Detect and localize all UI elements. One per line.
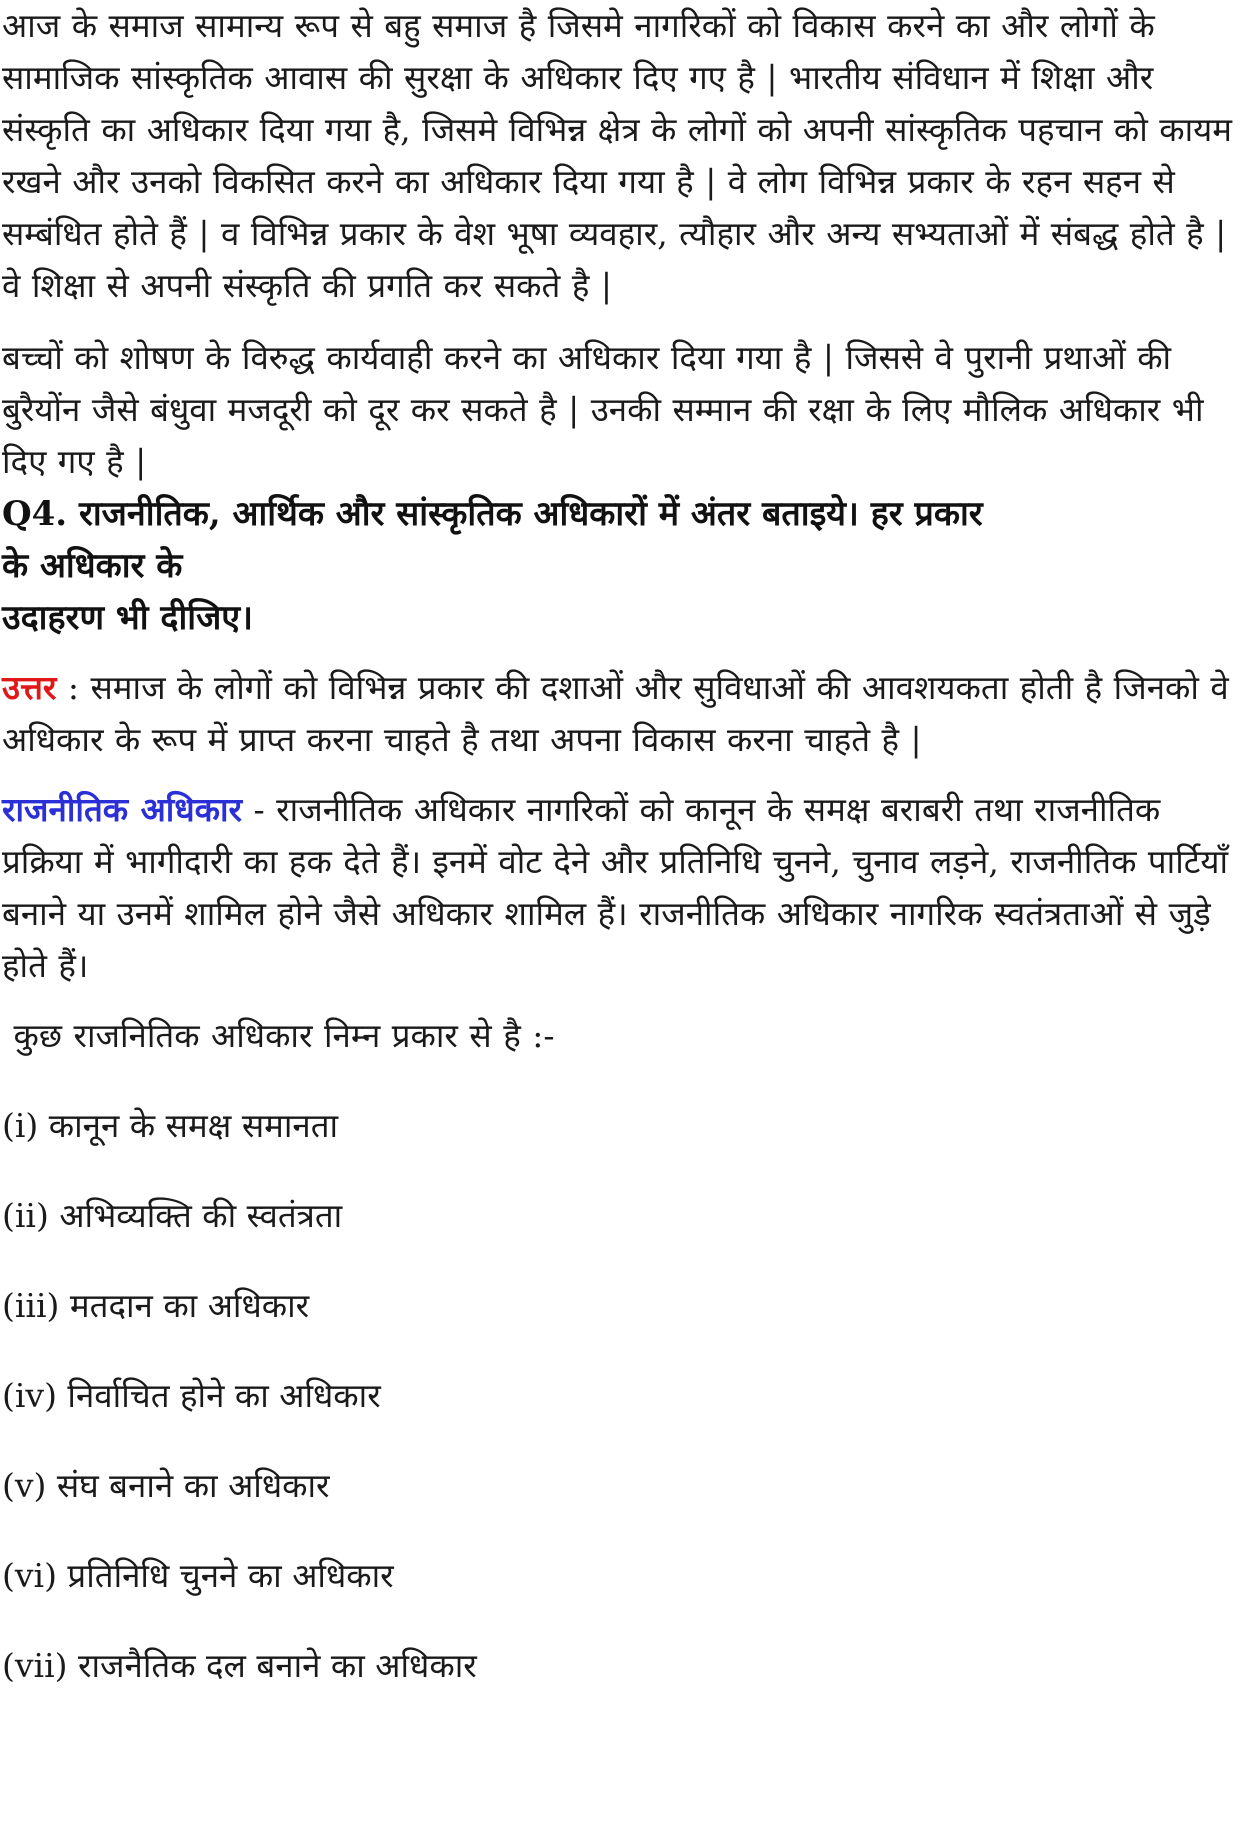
answer-text: : समाज के लोगों को विभिन्न प्रकार की दशाओं और सुविधाओं की आवशयकता होती है जिनको वे अधिकार के रूप में प्राप्त करना चाहते है तथा अपना विकास करना चाहते है | [2,668,1229,759]
political-rights-paragraph [2,784,1247,992]
list-item: (vi) प्रतिनिधि चुनने का अधिकार [2,1556,394,1595]
list-item: (iv) निर्वाचित होने का अधिकार [2,1376,381,1415]
list-item: (v) संघ बनाने का अधिकार [2,1466,330,1505]
paragraph-cultural-rights: आज के समाज सामान्य रूप से बहु समाज है जिसमे नागरिकों को विकास करने का और लोगों के सामाजिक सांस्कृतिक आवास की सुरक्षा के अधिकार दिए गए है | भारतीय संविधान में शिक्षा और संस्कृति का अधिकार दिया गया है, जिसमे विभिन्न क्षेत्र के लोगों को अपनी सांस्कृतिक पहचान को कायम रखने और उनको विकसित करने का अधिकार दिया गया है | वे लोग विभिन्न प्रकार के रहन सहन से सम्बंधित होते हैं | व विभिन्न प्रकार के वेश भूषा व्यवहार, त्यौहार और अन्य सभ्यताओं में संबद्ध होते है | वे शिक्षा से अपनी संस्कृति की प्रगति कर सकते है | [2,6,1233,305]
list-item: (iii) मतदान का अधिकार [2,1286,310,1325]
document-page [2,0,1247,1692]
list-item: (vii) राजनैतिक दल बनाने का अधिकार [2,1646,477,1685]
political-rights-label: राजनीतिक अधिकार [2,790,243,829]
answer-label: उत्तर [2,668,57,707]
question-heading [2,488,1247,644]
political-rights-text: - राजनीतिक अधिकार नागरिकों को कानून के समक्ष बराबरी तथा राजनीतिक प्रक्रिया में भागीदारी का हक देते हैं। इनमें वोट देने और प्रतिनिधि चुनने, चुनाव लड़ने, राजनीतिक पार्टियाँ बनाने या उनमें शामिल होने जैसे अधिकार शामिल हैं। राजनीतिक अधिकार नागरिक स्वतंत्रताओं से जुड़े होते हैं। [2,790,1229,985]
question-line-3: उदाहरण भी दीजिए। [2,598,253,638]
question-line-2: के अधिकार के [2,546,183,586]
question-line-1: Q4. राजनीतिक, आर्थिक और सांस्कृतिक अधिकारों में अंतर बताइये। हर प्रकार [2,494,983,534]
list-item: (ii) अभिव्यक्ति की स्वतंत्रता [2,1196,343,1235]
list-item: (i) कानून के समक्ष समानता [2,1106,339,1145]
answer-paragraph [2,662,1247,766]
list-intro: कुछ राजनितिक अधिकार निम्न प्रकार से है :- [2,1016,555,1055]
paragraph-child-rights: बच्चों को शोषण के विरुद्ध कार्यवाही करने का अधिकार दिया गया है | जिससे वे पुरानी प्रथाओं की बुरैयोंन जैसे बंधुवा मजदूरी को दूर कर सकते है | उनकी सम्मान की रक्षा के लिए मौलिक अधिकार भी दिए गए है | [2,338,1204,481]
